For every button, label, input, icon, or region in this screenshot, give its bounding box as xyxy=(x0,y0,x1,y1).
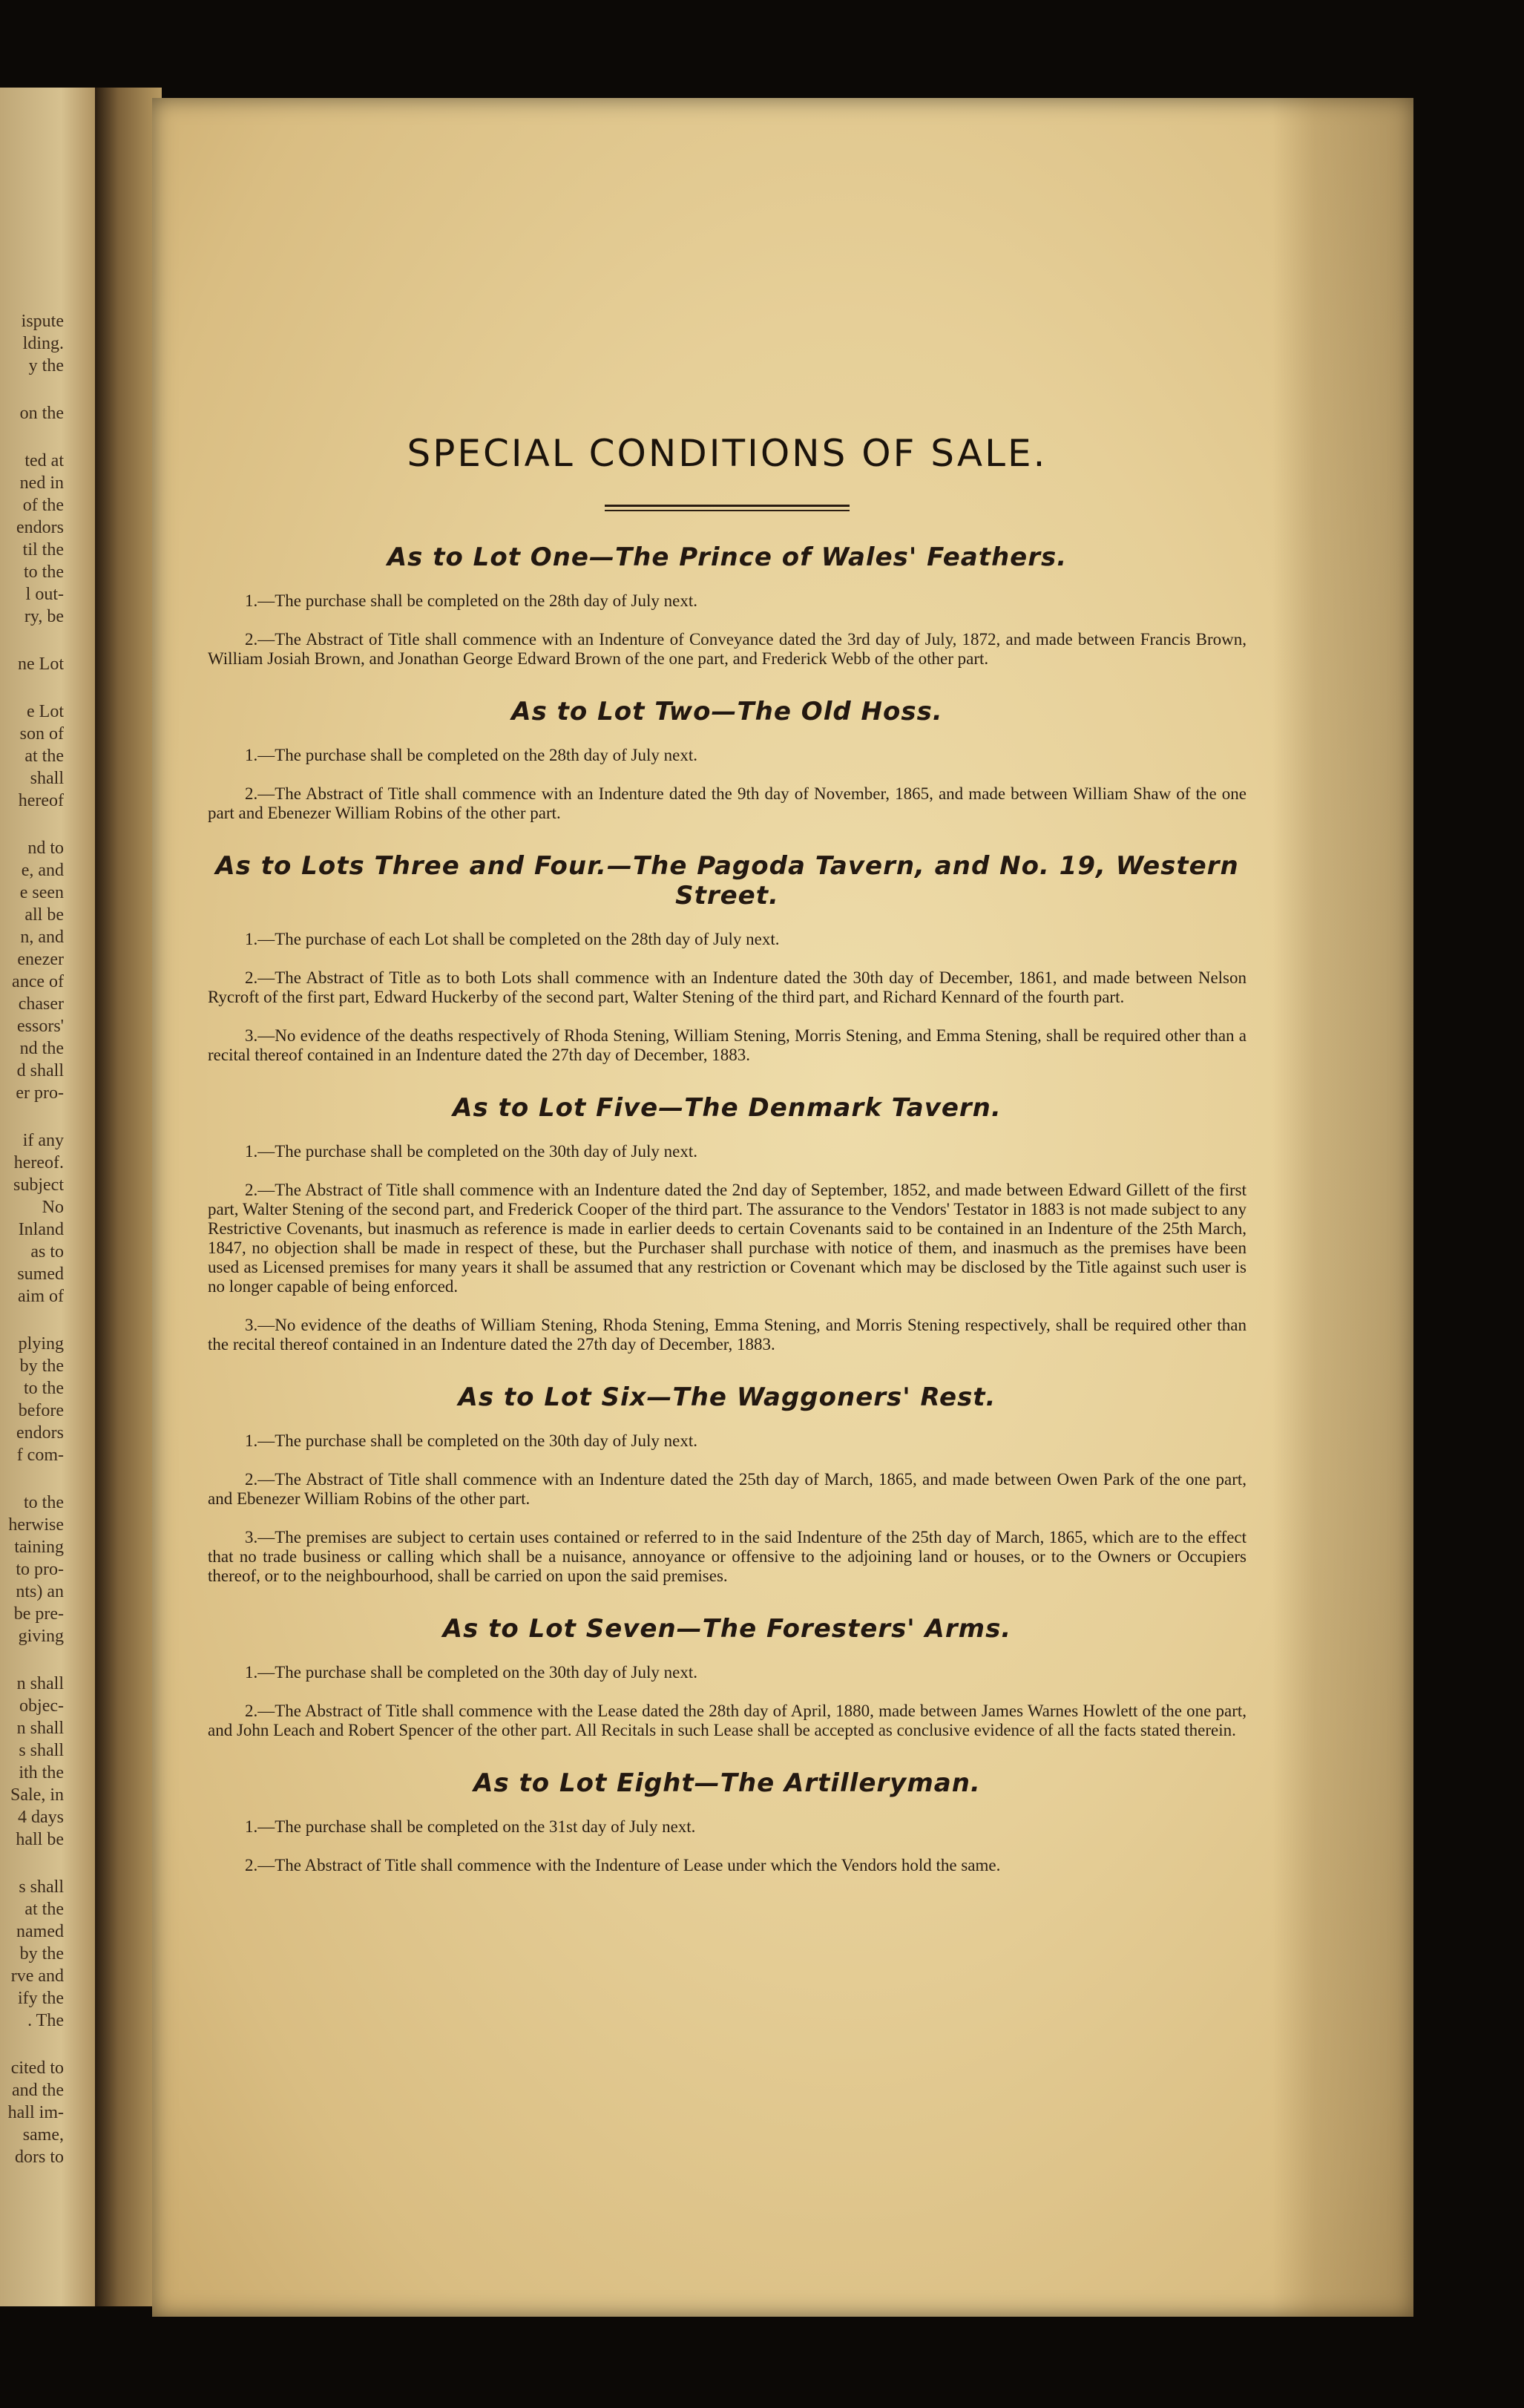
left-fragment-line xyxy=(0,1308,64,1333)
lot-section xyxy=(208,1768,1247,1875)
left-fragment-line xyxy=(0,424,64,450)
left-fragment-line: objec- xyxy=(19,1696,64,1716)
condition-paragraph: 1.—The purchase shall be completed on the 30th day of July next. xyxy=(245,1142,697,1161)
left-fragment-line: dors to xyxy=(15,2148,64,2167)
lot-section xyxy=(208,851,1247,1065)
left-fragment-line: at the xyxy=(24,747,64,766)
left-fragment-line: ance of xyxy=(12,972,64,991)
lot-heading: As to Lot Eight—The Artilleryman. xyxy=(473,1768,981,1798)
left-fragment-line: subject xyxy=(13,1175,64,1195)
left-fragment-line: ry, be xyxy=(24,607,64,626)
condition-paragraph: 2.—The Abstract of Title shall commence with an Indenture dated the 9th day of November, 1865, and made between William Shaw of the one part and Ebenezer William Robins of the other part. xyxy=(208,784,1247,822)
left-fragment-line: til the xyxy=(22,540,64,560)
left-fragment-line: l out- xyxy=(25,585,64,604)
condition-paragraph: 1.—The purchase shall be completed on the 31st day of July next. xyxy=(245,1817,696,1836)
left-fragment-line xyxy=(0,2032,64,2057)
left-fragment-line: hall be xyxy=(16,1830,64,1849)
left-fragment-line: by the xyxy=(19,1944,64,1964)
left-fragment-line: e seen xyxy=(19,883,64,902)
condition-paragraph: 3.—No evidence of the deaths of William Stening, Rhoda Stening, Emma Stening, and Morris Stening respectively, shall be required other than the recital thereof contained in an Indenture dated the 27th day of December, 1883. xyxy=(208,1316,1247,1354)
left-fragment-line: if any xyxy=(22,1131,64,1150)
left-fragment-line: Inland xyxy=(18,1220,64,1239)
lot-heading: As to Lot Seven—The Foresters' Arms. xyxy=(442,1614,1012,1644)
left-fragment-line: on the xyxy=(19,404,64,423)
condition-paragraph: 2.—The Abstract of Title as to both Lots shall commence with an Indenture dated the 30th day of December, 1861, and made between Nelson Rycroft of the first part, Edward Huckerby of the second part, Walter Stening of the third part, and Richard Kennard of the fourth part. xyxy=(208,968,1247,1006)
left-fragment-line: rve and xyxy=(10,1966,64,1986)
left-fragment-line: giving xyxy=(18,1627,64,1646)
left-fragment-line: same, xyxy=(22,2125,64,2145)
left-fragment-line: e Lot xyxy=(27,702,64,721)
condition-paragraph: 2.—The Abstract of Title shall commence with an Indenture of Conveyance dated the 3rd day of July, 1872, and made between Francis Brown, William Josiah Brown, and Jonathan George Edward Brown of the one part, and Frederick Webb of the other part. xyxy=(208,630,1247,668)
left-fragment-line: taining xyxy=(14,1538,64,1557)
left-fragment-line: ne Lot xyxy=(18,655,64,674)
left-fragment-line: before xyxy=(18,1401,64,1420)
left-fragment-line: d shall xyxy=(16,1061,64,1080)
lot-heading: As to Lot One—The Prince of Wales' Feathers. xyxy=(387,542,1068,572)
lot-heading: As to Lot Two—The Old Hoss. xyxy=(511,697,943,726)
left-fragment-line: of the xyxy=(22,496,64,515)
left-fragment-line: sumed xyxy=(17,1264,64,1284)
condition-paragraph: 2.—The Abstract of Title shall commence with an Indenture dated the 2nd day of September, 1852, and made between Edward Gillett of the first part, Walter Stening of the second part, and Frederick Cooper of the third part. The assurance to the Vendors' Testator in 1883 is not made subject to any Restrictive Covenants, but inasmuch as reference is made in earlier deeds to certain Covenants said to be contained in an Indenture of the 25th March, 1847, no objection shall be made in respect of these, but the Purchaser shall purchase with notice of them, and inasmuch as the premises have been used as Licensed premises for many years it shall be assumed that any restriction or Covenant which may be disclosed by the Title against such user is no longer capable of being enforced. xyxy=(208,1181,1247,1296)
left-fragment-line: y the xyxy=(28,356,64,375)
condition-paragraph: 1.—The purchase shall be completed on the 28th day of July next. xyxy=(245,591,697,610)
left-fragment-line: lding. xyxy=(22,334,64,353)
left-fragment-line: s shall xyxy=(19,1741,64,1760)
lot-section xyxy=(208,1614,1247,1740)
left-fragment-line: n shall xyxy=(16,1674,64,1693)
left-fragment-line: shall xyxy=(30,769,64,788)
left-fragment-line: nts) an xyxy=(16,1582,64,1601)
left-fragment-line xyxy=(0,812,64,837)
left-fragment-line xyxy=(0,1647,64,1673)
condition-paragraph: 1.—The purchase shall be completed on the 28th day of July next. xyxy=(245,746,697,764)
left-fragment-line: ify the xyxy=(18,1989,64,2008)
left-fragment-line: ith the xyxy=(19,1763,64,1782)
left-fragment-line: ted at xyxy=(24,451,64,470)
condition-paragraph: 2.—The Abstract of Title shall commence with the Lease dated the 28th day of April, 1880, made between James Warnes Howlett of the one part, and John Leach and Robert Spencer of the other part. All Recitals in such Lease shall be accepted as conclusive evidence of all the facts stated therein. xyxy=(208,1702,1247,1739)
condition-paragraph: 2.—The Abstract of Title shall commence with an Indenture dated the 25th day of March, 1865, and made between Owen Park of the one part, and Ebenezer William Robins of the other part. xyxy=(208,1470,1247,1508)
left-fragment-line: nd to xyxy=(27,839,64,858)
lot-section xyxy=(208,542,1247,669)
left-fragment-line: s shall xyxy=(19,1877,64,1897)
document-content xyxy=(208,432,1247,1894)
lot-section xyxy=(208,697,1247,823)
left-fragment-line: plying xyxy=(18,1334,64,1354)
left-fragment-line: er pro- xyxy=(16,1083,64,1103)
left-fragment-line: endors xyxy=(16,1423,64,1443)
left-fragment-line: aim of xyxy=(18,1287,64,1306)
left-fragment-line: to pro- xyxy=(16,1560,64,1579)
left-fragment-line: . The xyxy=(27,2011,64,2030)
left-fragment-line: ispute xyxy=(21,312,64,331)
left-fragment-line xyxy=(0,1104,64,1129)
left-fragment-line: nd the xyxy=(19,1039,64,1058)
left-fragment-line: hereof xyxy=(18,791,64,810)
left-fragment-line: cited to xyxy=(10,2058,64,2078)
lot-heading: As to Lot Six—The Waggoners' Rest. xyxy=(458,1382,996,1412)
left-fragment-line: essors' xyxy=(17,1017,64,1036)
left-fragment-line xyxy=(0,377,64,402)
left-fragment-line: hereof. xyxy=(13,1153,64,1172)
left-fragment-line: and the xyxy=(12,2081,64,2100)
left-fragment-line: by the xyxy=(19,1356,64,1376)
left-fragment-line: all be xyxy=(24,905,64,925)
left-fragment-line: enezer xyxy=(17,950,64,969)
left-fragment-line: ned in xyxy=(19,473,64,493)
left-page-text-fragments xyxy=(0,310,64,2168)
lot-section xyxy=(208,1093,1247,1354)
page-title: SPECIAL CONDITIONS OF SALE. xyxy=(407,432,1048,475)
left-fragment-line: 4 days xyxy=(18,1808,64,1827)
title-rule-divider xyxy=(605,505,850,511)
left-fragment-line: to the xyxy=(24,562,64,582)
left-fragment-line xyxy=(0,628,64,653)
left-fragment-line: No xyxy=(42,1198,64,1217)
left-fragment-line: n, and xyxy=(20,928,64,947)
left-fragment-line: chaser xyxy=(18,994,64,1014)
condition-paragraph: 1.—The purchase shall be completed on the 30th day of July next. xyxy=(245,1663,697,1682)
lot-heading: As to Lots Three and Four.—The Pagoda Tavern, and No. 19, Western Street. xyxy=(215,851,1239,911)
left-fragment-line: son of xyxy=(19,724,64,744)
left-fragment-line: herwise xyxy=(8,1515,64,1535)
left-fragment-line: to the xyxy=(24,1493,64,1512)
left-fragment-line: Sale, in xyxy=(10,1785,64,1805)
left-fragment-line: f com- xyxy=(16,1446,64,1465)
condition-paragraph: 1.—The purchase shall be completed on the 30th day of July next. xyxy=(245,1431,697,1450)
left-fragment-line: be pre- xyxy=(13,1604,64,1624)
lot-section xyxy=(208,1382,1247,1586)
condition-paragraph: 3.—The premises are subject to certain uses contained or referred to in the said Indenture of the 25th day of March, 1865, which are to the effect that no trade business or calling which shall be a nuisance, annoyance or offensive to the adjoining land or houses, or to the Owners or Occupiers thereof, or to the neighbourhood, shall be carried on upon the said premises. xyxy=(208,1528,1247,1585)
left-fragment-line xyxy=(0,675,64,701)
lots-list xyxy=(208,542,1247,1875)
left-fragment-line: to the xyxy=(24,1379,64,1398)
left-fragment-line: endors xyxy=(16,518,64,537)
lot-heading: As to Lot Five—The Denmark Tavern. xyxy=(453,1093,1002,1123)
left-fragment-line: as to xyxy=(30,1242,64,1262)
condition-paragraph: 2.—The Abstract of Title shall commence with the Indenture of Lease under which the Vendors hold the same. xyxy=(245,1856,1001,1874)
left-fragment-line: hall im- xyxy=(7,2103,64,2122)
left-fragment-line: e, and xyxy=(21,861,64,880)
left-fragment-line xyxy=(0,1851,64,1876)
left-fragment-line: n shall xyxy=(16,1719,64,1738)
condition-paragraph: 3.—No evidence of the deaths respectively of Rhoda Stening, William Stening, Morris Stening, and Emma Stening, shall be required other than a recital thereof contained in an Indenture dated the 27th day of December, 1883. xyxy=(208,1026,1247,1064)
left-fragment-line xyxy=(0,1466,64,1492)
left-fragment-line: named xyxy=(16,1922,64,1941)
left-fragment-line: at the xyxy=(24,1900,64,1919)
condition-paragraph: 1.—The purchase of each Lot shall be completed on the 28th day of July next. xyxy=(245,930,780,948)
